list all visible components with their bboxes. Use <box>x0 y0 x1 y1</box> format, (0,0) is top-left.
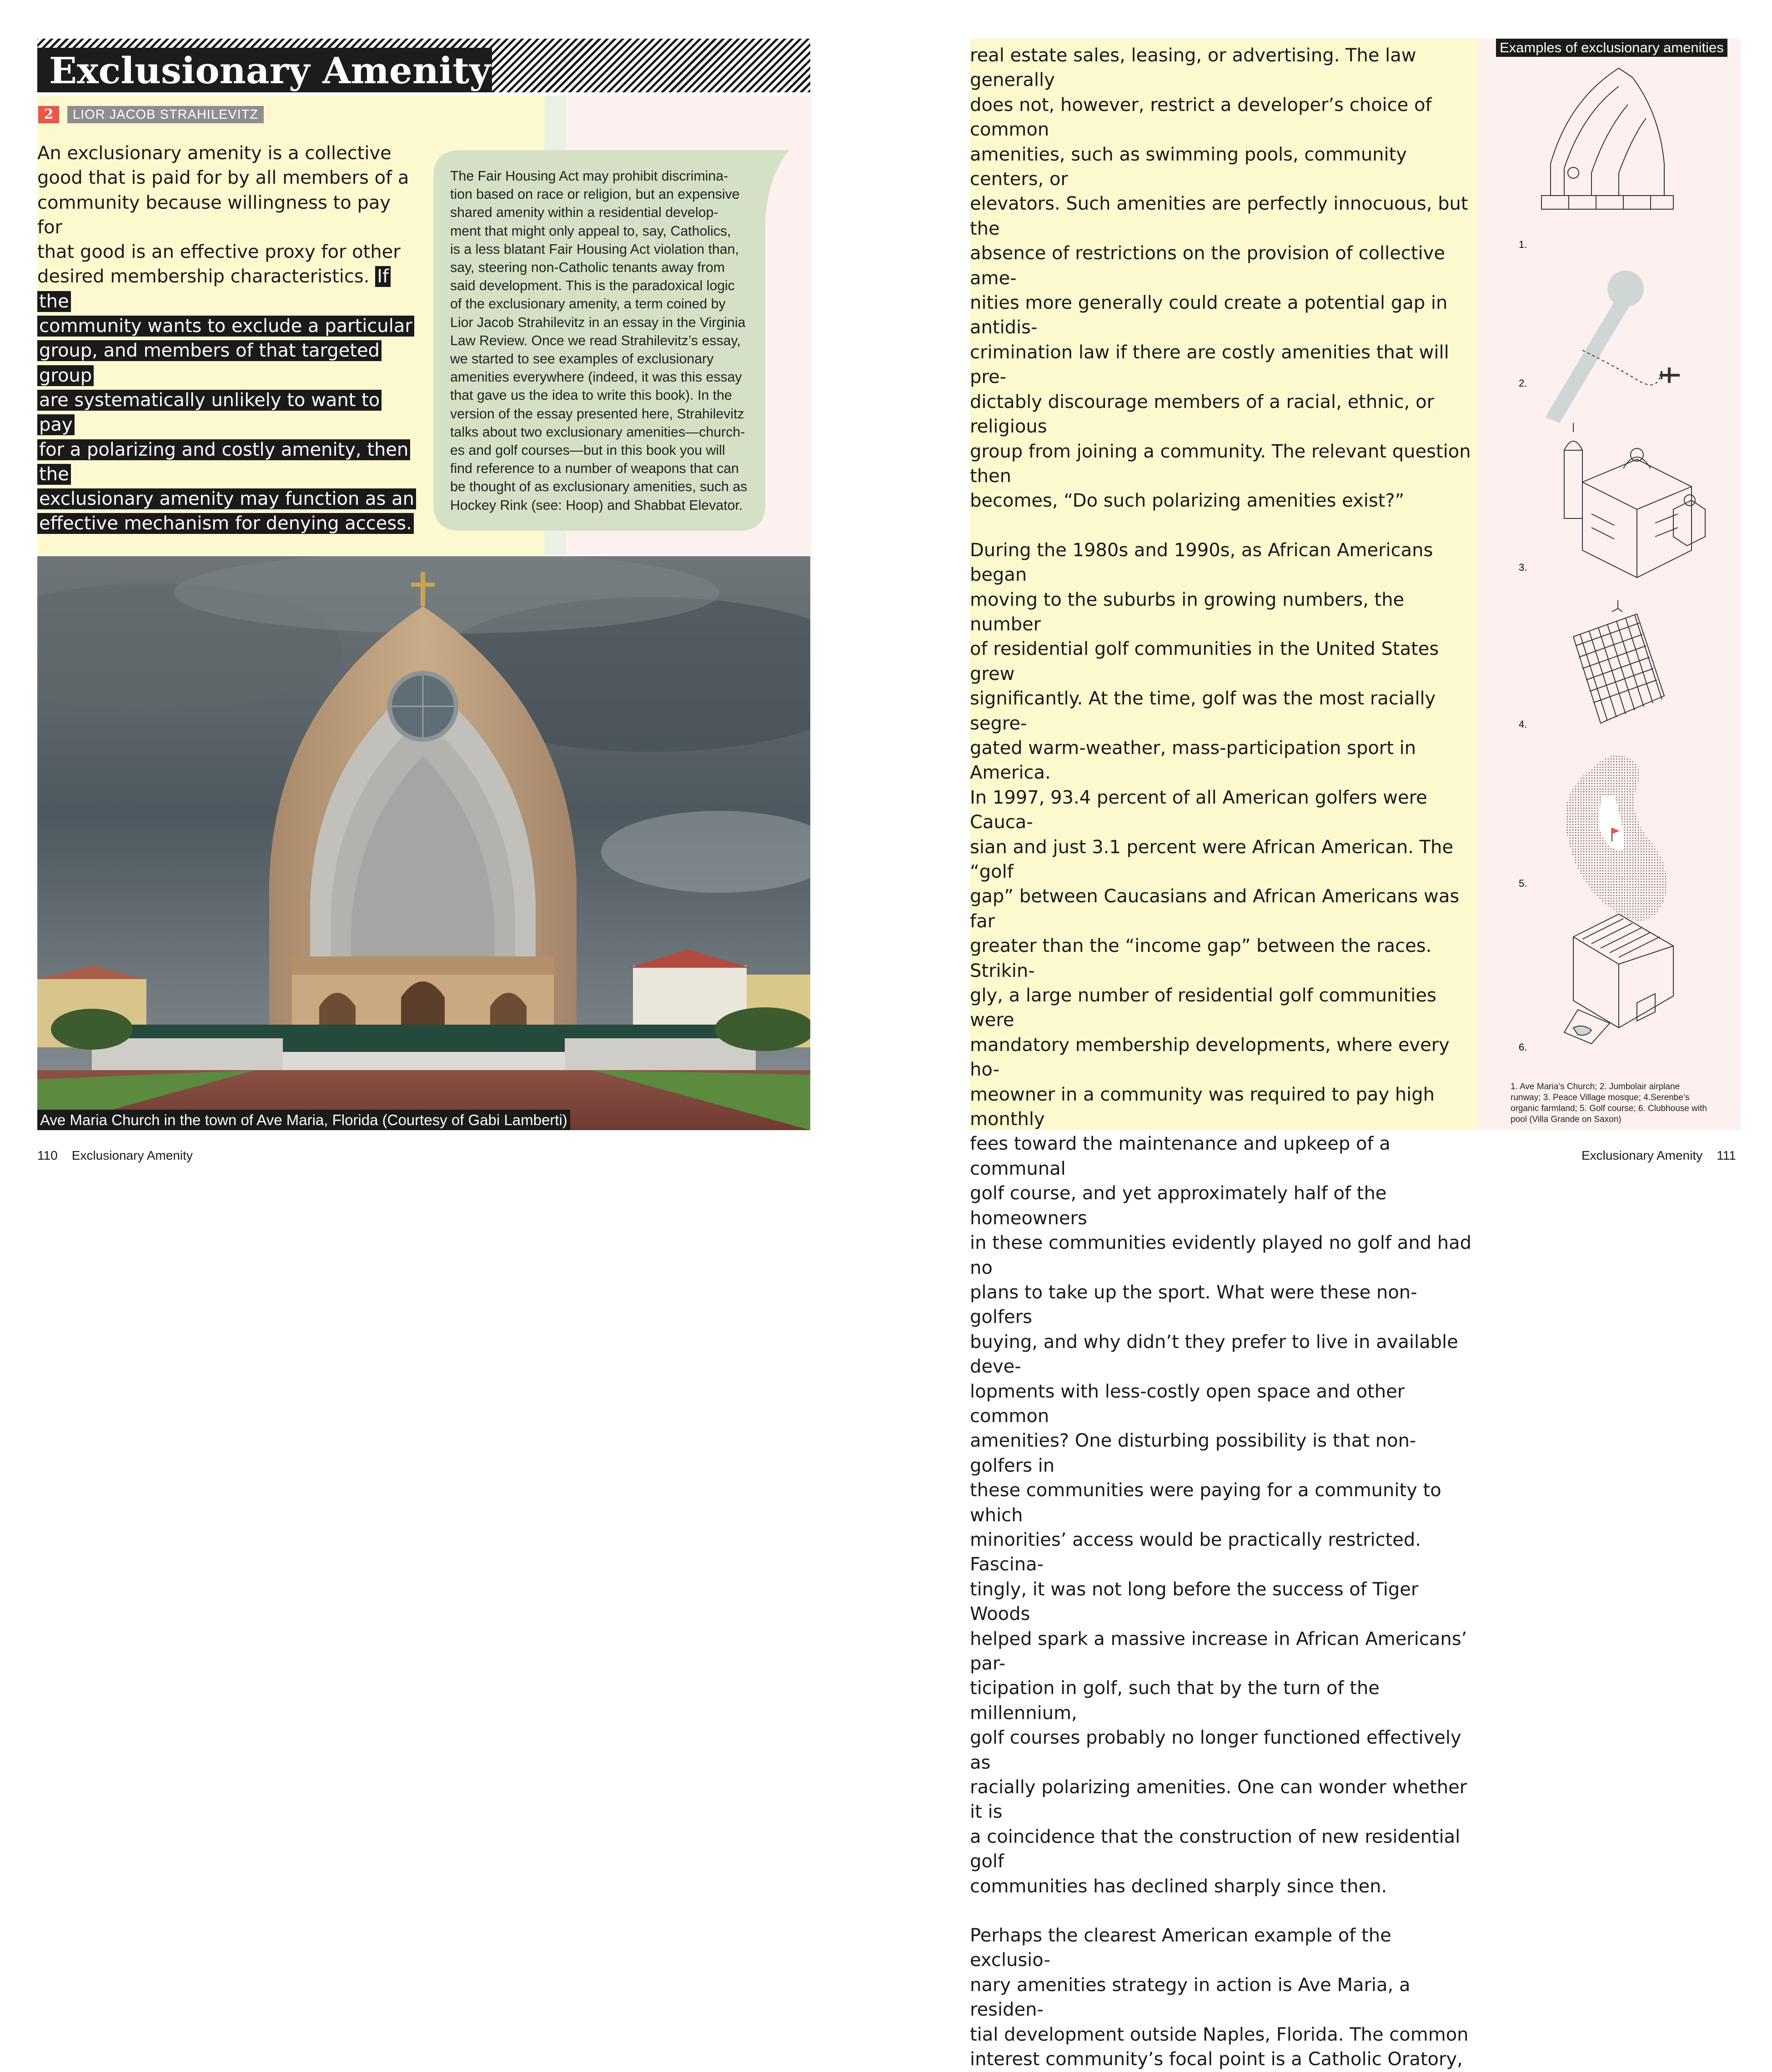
sidebar-line: Lior Jacob Strahilevitz in an essay in the Virginia <box>450 315 746 330</box>
church-drawing-icon <box>1541 68 1673 209</box>
text-line: does not, however, restrict a developer’s choice of common <box>970 94 1432 141</box>
text-line: dictably discourage members of a racial, ethnic, or religious <box>970 391 1435 438</box>
caption-line: runway; 3. Peace Village mosque; 4.Serenbe’s <box>1511 1093 1690 1102</box>
sidebar-line: of the exclusionary amenity, a term coined by <box>450 297 726 312</box>
running-title: Exclusionary Amenity <box>71 1148 193 1162</box>
text-line: absence of restrictions on the provision of collective ame- <box>970 243 1445 289</box>
right-body-text <box>970 43 1475 2072</box>
text-line: plans to take up the sport. What were these non-golfers <box>970 1282 1417 1328</box>
sidebar-line: The Fair Housing Act may prohibit discrimina- <box>450 169 728 184</box>
text-line: minorities’ access would be practically restricted. Fascina- <box>970 1529 1421 1575</box>
runway-icon <box>1545 271 1660 423</box>
example-number: 3. <box>1519 562 1527 573</box>
running-title: Exclusionary Amenity <box>1581 1148 1703 1162</box>
text-line: lopments with less-costly open space and other common <box>970 1381 1405 1427</box>
paragraph-3 <box>970 1923 1475 2072</box>
text-line: in these communities evidently played no golf and had no <box>970 1232 1472 1278</box>
text-line: During the 1980s and 1990s, as African Americans began <box>970 539 1433 586</box>
highlighted-text: effective mechanism for denying access. <box>37 513 414 534</box>
examples-illustrations <box>1501 59 1737 1082</box>
text-line: gated warm-weather, mass-participation sport in America. <box>970 737 1416 784</box>
text-line: that good is an effective proxy for other <box>37 241 401 263</box>
caption-line: 1. Ave Maria’s Church; 2. Jumbolair airplane <box>1511 1082 1680 1091</box>
text-line: of residential golf communities in the United States grew <box>970 639 1439 684</box>
text-line: desired membership characteristics. <box>37 266 370 287</box>
text-line: gap” between Caucasians and African Americans was far <box>970 886 1460 932</box>
sidebar-line: tion based on race or religion, but an expensive <box>450 187 740 202</box>
sidebar-line: be thought of as exclusionary amenities, such as <box>450 479 748 495</box>
sidebar-line: amenities everywhere (indeed, it was this essay <box>450 370 742 385</box>
highlighted-text: are systematically unlikely to want to pay <box>37 390 382 435</box>
text-line: these communities were paying for a community to which <box>970 1480 1441 1526</box>
text-line: In 1997, 93.4 percent of all American golfers were Cauca- <box>970 787 1427 833</box>
text-line: significantly. At the time, golf was the most racially segre- <box>970 688 1436 734</box>
clubhouse-icon <box>1564 914 1673 1044</box>
footer-left <box>37 1147 193 1164</box>
text-line: elevators. Such amenities are perfectly innocuous, but the <box>970 193 1468 239</box>
text-line: greater than the “income gap” between the races. Strikin- <box>970 935 1432 981</box>
text-line: golf courses probably no longer functioned effectively as <box>970 1727 1461 1773</box>
highlighted-text: for a polarizing and costly amenity, then the <box>37 439 410 485</box>
page-number: 111 <box>1717 1148 1736 1162</box>
highlighted-text: exclusionary amenity may function as an <box>37 488 416 509</box>
airplane-icon <box>1660 367 1680 383</box>
text-line: mandatory membership developments, where every ho- <box>970 1034 1450 1081</box>
sidebar-line: is a less blatant Fair Housing Act violation than, <box>450 241 739 257</box>
paragraph-1 <box>37 141 419 536</box>
text-line: golf course, and yet approximately half of the homeowners <box>970 1183 1387 1229</box>
illustration-caption <box>1511 1081 1729 1125</box>
example-number: 5. <box>1519 878 1527 889</box>
sidebar-line: Hockey Rink (see: Hoop) and Shabbat Elevator. <box>450 498 743 513</box>
text-line: communities has declined sharply since then. <box>970 1876 1387 1897</box>
highlighted-text: group, and members of that targeted group <box>37 340 382 386</box>
sidebar-line: es and golf courses—but in this book you will <box>450 443 725 458</box>
text-line: meowner in a community was required to pay high monthly <box>970 1084 1435 1130</box>
author-label: LIOR JACOB STRAHILEVITZ <box>67 106 264 123</box>
text-line: ticipation in golf, such that by the turn of the millennium, <box>970 1678 1380 1724</box>
text-line: moving to the suburbs in growing numbers, the number <box>970 589 1405 635</box>
text-line: good that is paid for by all members of a <box>37 167 409 189</box>
example-number: 1. <box>1519 239 1527 250</box>
text-line: gly, a large number of residential golf communities were <box>970 985 1436 1031</box>
text-line: nities more generally could create a potential gap in antidis- <box>970 292 1448 338</box>
example-number: 6. <box>1519 1041 1527 1053</box>
text-line: becomes, “Do such polarizing amenities exist?” <box>970 490 1405 512</box>
highlighted-text: community wants to exclude a particular <box>37 316 414 337</box>
example-number: 2. <box>1519 377 1527 389</box>
farmland-icon <box>1573 600 1664 723</box>
text-line: crimination law if there are costly amenities that will pre- <box>970 342 1449 388</box>
sidebar-line: Law Review. Once we read Strahilevitz’s essay, <box>450 333 741 348</box>
caption-line: organic farmland; 5. Golf course; 6. Clubhouse with <box>1511 1104 1707 1113</box>
text-line: fees toward the maintenance and upkeep of a communal <box>970 1133 1390 1179</box>
caption-line: pool (Villa Grande on Saxon) <box>1511 1115 1621 1124</box>
text-line: An exclusionary amenity is a collective <box>37 143 392 164</box>
text-line: nary amenities strategy in action is Ave Maria, a residen- <box>970 1974 1411 2021</box>
sidebar-line: version of the essay presented here, Strahilevitz <box>450 406 744 422</box>
chapter-badge: 2 <box>38 106 59 123</box>
sidebar-line: we started to see examples of exclusionary <box>450 352 714 367</box>
church-photo <box>37 556 810 1130</box>
text-line: tingly, it was not long before the success of Tiger Woods <box>970 1579 1419 1625</box>
text-line: sian and just 3.1 percent were African American. The “golf <box>970 836 1453 882</box>
text-line: community because willingness to pay for <box>37 192 391 238</box>
footer-right <box>1581 1147 1736 1164</box>
text-line: tial development outside Naples, Florida. The common <box>970 2024 1469 2045</box>
sidebar-line: shared amenity within a residential develop- <box>450 205 718 221</box>
mosque-icon <box>1564 423 1705 578</box>
highlighted-text: If the <box>37 266 391 312</box>
text-line: real estate sales, leasing, or advertising. The law generally <box>970 45 1416 91</box>
sidebar-line: ment that might only appeal to, say, Catholics, <box>450 223 731 239</box>
text-line: interest community’s focal point is a Catholic Oratory, <box>970 2049 1463 2070</box>
example-number: 4. <box>1519 719 1527 730</box>
text-line: a coincidence that the construction of new residential golf <box>970 1826 1461 1872</box>
examples-heading: Examples of exclusionary amenities <box>1496 39 1727 57</box>
text-line: amenities, such as swimming pools, community centers, or <box>970 144 1407 190</box>
golf-course-icon <box>1565 755 1667 921</box>
text-line: group from joining a community. The relevant question then <box>970 441 1471 487</box>
sidebar-text <box>450 167 768 515</box>
text-line: amenities? One disturbing possibility is that non-golfers in <box>970 1430 1416 1476</box>
sidebar-line: said development. This is the paradoxical logic <box>450 278 735 294</box>
paragraph-1 <box>970 43 1475 513</box>
sidebar-line: that gave us the idea to write this book). In the <box>450 388 732 403</box>
sidebar-line: find reference to a number of weapons that can <box>450 461 739 477</box>
text-line: racially polarizing amenities. One can wonder whether it is <box>970 1777 1467 1823</box>
sidebar-line: say, steering non-Catholic tenants away from <box>450 260 725 276</box>
paragraph-2 <box>970 538 1475 1899</box>
page-title: Exclusionary Amenity <box>49 49 491 92</box>
page-number: 110 <box>37 1148 58 1162</box>
text-line: Perhaps the clearest American example of the exclusio- <box>970 1925 1391 1971</box>
sidebar-line: talks about two exclusionary amenities—church- <box>450 424 745 440</box>
text-line: buying, and why didn’t they prefer to live in available deve- <box>970 1331 1458 1378</box>
photo-caption: Ave Maria Church in the town of Ave Maria, Florida (Courtesy of Gabi Lamberti) <box>37 1110 570 1130</box>
text-line: helped spark a massive increase in African Americans’ par- <box>970 1628 1467 1674</box>
